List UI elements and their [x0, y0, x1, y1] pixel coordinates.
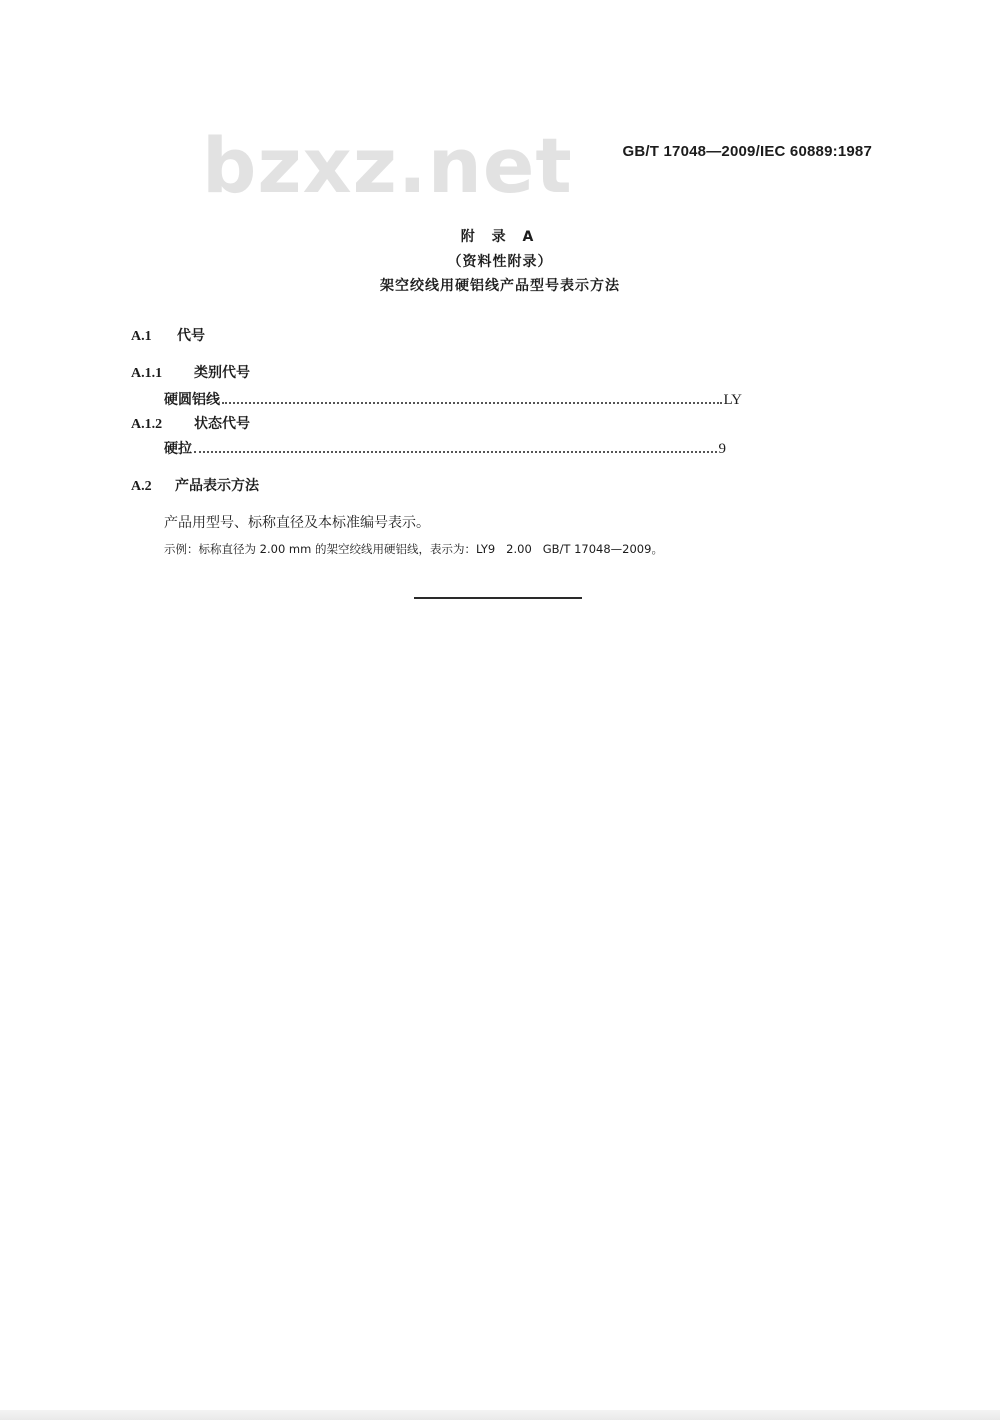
standard-number: GB/T 17048—2009/IEC 60889:1987 — [622, 143, 872, 160]
end-rule — [414, 597, 582, 599]
section-title: 代号 — [177, 328, 205, 344]
designation-example: 示例：标称直径为 2.00 mm 的架空绞线用硬铝线，表示为：LY9 2.00 GB/T 17048—2009。 — [164, 542, 663, 556]
section-title: 产品表示方法 — [175, 478, 259, 494]
annex-title: 附 录 A — [460, 229, 540, 245]
temper-code-entry — [164, 438, 726, 458]
section-a11-heading — [131, 362, 250, 382]
section-number: A.2 — [131, 479, 152, 494]
section-a2-heading — [131, 475, 259, 495]
section-a12-heading — [131, 413, 250, 433]
section-number: A.1.1 — [131, 366, 163, 381]
dot-leader — [222, 402, 722, 404]
section-number: A.1 — [131, 329, 152, 344]
entry-term: 硬圆铝线 — [164, 392, 220, 408]
watermark: bzxz.net — [202, 121, 573, 210]
entry-code: LY — [723, 392, 742, 408]
annex-heading: 架空绞线用硬铝线产品型号表示方法 — [380, 278, 620, 294]
page-bottom-edge — [0, 1410, 1000, 1420]
entry-code: 9 — [718, 441, 726, 457]
section-number: A.1.2 — [131, 417, 163, 432]
designation-description: 产品用型号、标称直径及本标准编号表示。 — [164, 515, 430, 531]
annex-type: （资料性附录） — [447, 254, 553, 270]
entry-term: 硬拉 — [164, 441, 192, 457]
section-title: 类别代号 — [194, 365, 250, 381]
section-a1-heading — [131, 325, 205, 345]
category-code-entry — [164, 389, 742, 409]
dot-leader — [194, 451, 717, 453]
section-title: 状态代号 — [194, 416, 250, 432]
